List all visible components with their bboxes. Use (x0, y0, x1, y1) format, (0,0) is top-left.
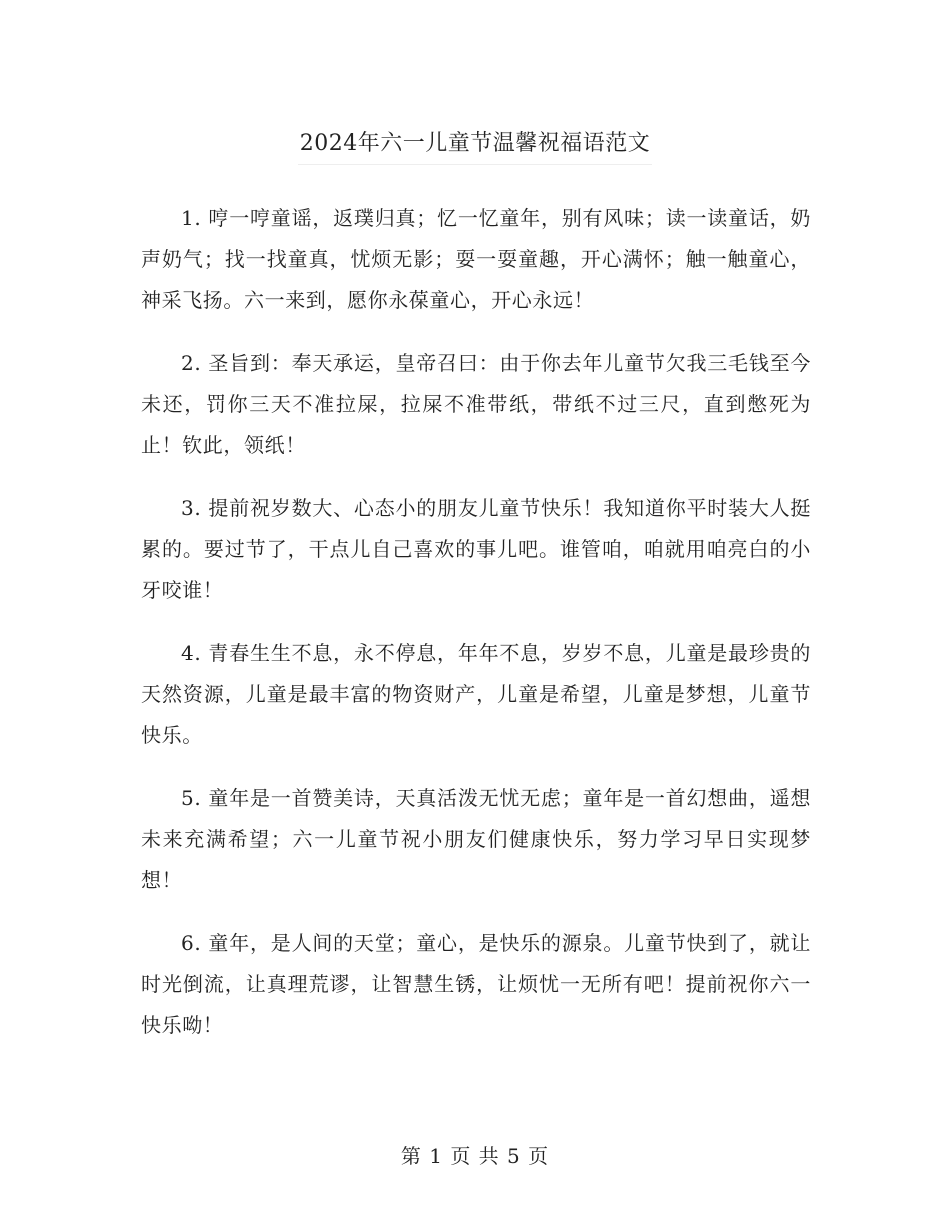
document-title: 2024年六一儿童节温馨祝福语范文 (298, 124, 653, 165)
document-body (141, 198, 811, 1068)
paragraph-5: 5. 童年是一首赞美诗，天真活泼无忧无虑；童年是一首幻想曲，遥想未来充满希望；六一儿童节祝小朋友们健康快乐，努力学习早日实现梦想！ (141, 786, 811, 892)
paragraph-6: 6. 童年，是人间的天堂；童心，是快乐的源泉。儿童节快到了，就让时光倒流，让真理荒谬，让智慧生锈，让烦忧一无所有吧！提前祝你六一快乐呦！ (141, 931, 811, 1037)
paragraph-4: 4. 青春生生不息，永不停息，年年不息，岁岁不息，儿童是最珍贵的天然资源，儿童是最丰富的物资财产，儿童是希望，儿童是梦想，儿童节快乐。 (141, 641, 811, 747)
paragraph-1: 1. 哼一哼童谣，返璞归真；忆一忆童年，别有风味；读一读童话，奶声奶气；找一找童真，忧烦无影；耍一耍童趣，开心满怀；触一触童心，神采飞扬。六一来到，愿你永葆童心，开心永远！ (141, 206, 811, 312)
paragraph-3: 3. 提前祝岁数大、心态小的朋友儿童节快乐！我知道你平时装大人挺累的。要过节了，干点儿自己喜欢的事儿吧。谁管咱，咱就用咱亮白的小牙咬谁！ (141, 496, 811, 602)
paragraph-2: 2. 圣旨到：奉天承运，皇帝召曰：由于你去年儿童节欠我三毛钱至今未还，罚你三天不准拉屎，拉屎不准带纸，带纸不过三尺，直到憋死为止！钦此，领纸！ (141, 351, 811, 457)
page-number-footer: 第 1 页 共 5 页 (400, 1144, 550, 1168)
title-container (0, 124, 950, 165)
